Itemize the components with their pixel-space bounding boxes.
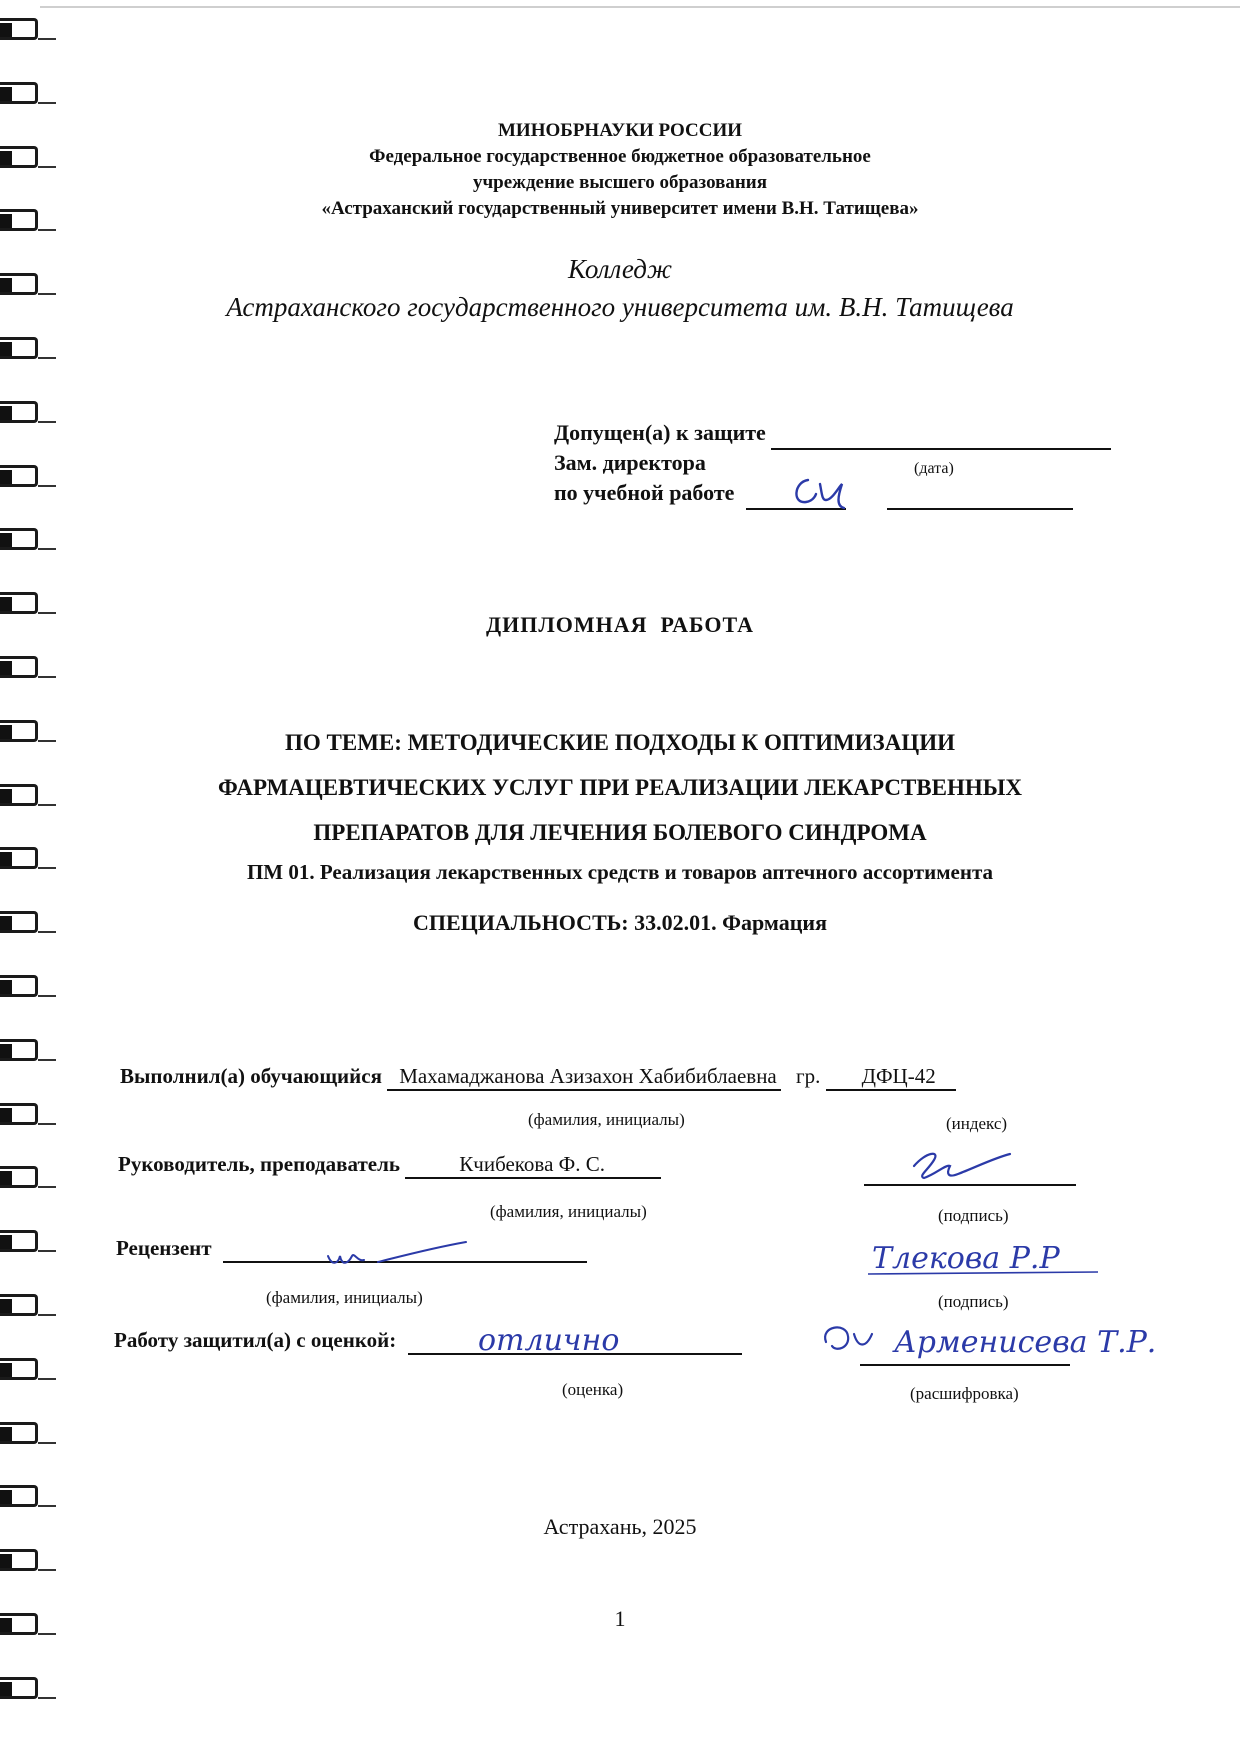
binding-mark (38, 102, 56, 104)
group-value: ДФЦ-42 (861, 1064, 936, 1088)
supervisor-name: Кчибекова Ф. С. (459, 1152, 605, 1176)
supervisor-label: Руководитель, преподаватель (118, 1152, 401, 1176)
binding-mark (38, 1442, 56, 1444)
city-year: Астрахань, 2025 (543, 1514, 697, 1539)
binding-mark (38, 357, 56, 359)
group-line (826, 1064, 956, 1091)
specialty-line: СПЕЦИАЛЬНОСТЬ: 33.02.01. Фармация (412, 910, 828, 935)
binding-ring (0, 1166, 38, 1188)
org-line-2: учреждение высшего образования (472, 172, 768, 193)
binding-mark (38, 1505, 56, 1507)
binding-ring (0, 1549, 38, 1571)
binding-ring (0, 592, 38, 614)
binding-mark (38, 1569, 56, 1571)
binding-mark (38, 676, 56, 678)
student-label: Выполнил(а) обучающийся (120, 1064, 382, 1088)
reviewer-label: Рецензент (116, 1236, 212, 1260)
binding-ring (0, 1677, 38, 1699)
module-line: ПМ 01. Реализация лекарственных средств и товаров аптечного ассортимента (246, 860, 994, 884)
group-label: гр. (796, 1064, 821, 1088)
group-caption: (индекс) (946, 1114, 1008, 1133)
binding-mark (38, 548, 56, 550)
institution-header (0, 118, 1240, 222)
admitted-label: Допущен(а) к защите (554, 420, 766, 445)
binding-ring (0, 82, 38, 104)
deputy-label: Зам. директора (554, 450, 706, 475)
theme-line-3: ПРЕПАРАТОВ ДЛЯ ЛЕЧЕНИЯ БОЛЕВОГО СИНДРОМА (313, 820, 927, 845)
grade-decode-signature (816, 1312, 1206, 1372)
grade-handwritten-text: отлично (478, 1323, 620, 1358)
top-edge-line (40, 6, 1240, 8)
theme-line-1: ПО ТЕМЕ: МЕТОДИЧЕСКИЕ ПОДХОДЫ К ОПТИМИЗАЦИИ (285, 730, 955, 755)
student-name: Махамаджанова Азизахон Хабибиблаевна (399, 1064, 777, 1088)
college-name (0, 250, 1240, 326)
binding-mark (38, 485, 56, 487)
binding-mark (38, 1633, 56, 1635)
binding-mark (38, 229, 56, 231)
date-line (887, 478, 1073, 510)
deputy-signature (786, 470, 866, 514)
reviewer-signature-caption: (подпись) (938, 1292, 1009, 1311)
binding-ring (0, 18, 38, 40)
binding-ring (0, 1039, 38, 1061)
academic-label: по учебной работе (554, 480, 735, 505)
theme-line-2: ФАРМАЦЕВТИЧЕСКИХ УСЛУГ ПРИ РЕАЛИЗАЦИИ ЛЕКАРСТВЕННЫХ (218, 775, 1022, 800)
college-line-2: Астраханского государственного университета им. В.Н. Татищева (226, 292, 1014, 322)
theme-block (0, 720, 1240, 855)
binding-ring (0, 656, 38, 678)
binding-ring (0, 1230, 38, 1252)
binding-mark (38, 38, 56, 40)
binding-ring (0, 528, 38, 550)
supervisor-name-line (405, 1152, 661, 1179)
document-title: ДИПЛОМНАЯ РАБОТА (485, 612, 754, 637)
supervisor-name-caption: (фамилия, инициалы) (490, 1202, 647, 1221)
binding-ring (0, 1103, 38, 1125)
student-name-caption: (фамилия, инициалы) (528, 1110, 685, 1129)
supervisor-row (118, 1152, 661, 1179)
reviewer-handwritten-name (866, 1236, 1116, 1290)
binding-ring (0, 337, 38, 359)
decode-caption: (расшифровка) (910, 1384, 1019, 1403)
reviewer-name-caption: (фамилия, инициалы) (266, 1288, 423, 1307)
binding-ring (0, 401, 38, 423)
binding-mark (38, 1697, 56, 1699)
supervisor-signature (906, 1144, 1016, 1188)
binding-mark (38, 1250, 56, 1252)
org-line-3: «Астраханский государственный университет имени В.Н. Татищева» (321, 198, 919, 219)
binding-mark (38, 1186, 56, 1188)
ministry-line: МИНОБРНАУКИ РОССИИ (497, 120, 743, 141)
grade-label: Работу защитил(а) с оценкой: (114, 1328, 397, 1352)
binding-ring (0, 1358, 38, 1380)
page-number: 1 (614, 1606, 626, 1631)
binding-mark (38, 1059, 56, 1061)
student-row (120, 1064, 956, 1091)
binding-mark (38, 1123, 56, 1125)
reviewer-signature (322, 1238, 472, 1272)
grade-decode-text: Арменисева Т.Р. (894, 1325, 1157, 1360)
binding-ring (0, 465, 38, 487)
binding-ring (0, 1294, 38, 1316)
binding-ring (0, 1485, 38, 1507)
binding-mark (38, 995, 56, 997)
binding-mark (38, 421, 56, 423)
college-line-1: Колледж (567, 254, 673, 284)
binding-mark (38, 1314, 56, 1316)
date-caption: (дата) (914, 460, 954, 477)
grade-handwritten (470, 1318, 670, 1362)
supervisor-signature-caption: (подпись) (938, 1206, 1009, 1225)
grade-caption: (оценка) (562, 1380, 624, 1399)
binding-ring (0, 1422, 38, 1444)
binding-ring (0, 975, 38, 997)
student-name-line (387, 1064, 781, 1091)
admitted-line (771, 418, 1111, 450)
org-line-1: Федеральное государственное бюджетное образовательное (369, 146, 871, 167)
reviewer-handwritten-text: Тлекова Р.Р (872, 1241, 1060, 1276)
binding-mark (38, 1378, 56, 1380)
